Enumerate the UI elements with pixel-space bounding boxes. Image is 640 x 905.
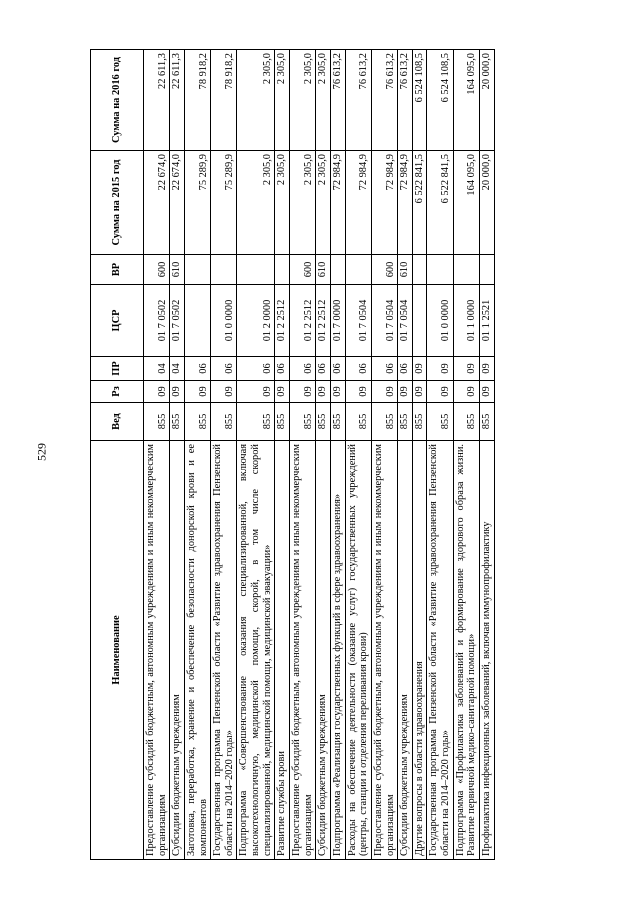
cell-vr: 610 [316,255,331,285]
cell-sum-2016: 78 918,2 [184,50,210,151]
header-row [91,50,144,860]
cell-csr: 01 7 0504 [371,285,397,357]
cell-vr [345,255,371,285]
cell-csr: 01 7 0504 [345,285,371,357]
cell-ved: 855 [453,403,479,441]
table-row [275,50,290,860]
cell-rz: 09 [371,381,397,403]
cell-sum-2015: 75 289,9 [211,151,237,255]
cell-ved: 855 [427,403,453,441]
cell-vr: 600 [290,255,316,285]
cell-pr: 04 [144,357,170,381]
cell-sum-2016: 6 524 108,5 [427,50,453,151]
cell-ved: 855 [144,403,170,441]
cell-csr: 01 2 2512 [316,285,331,357]
cell-name: Расходы на обеспечение деятельности (оказание услуг) государственных учреждений (центры, станции и отделения переливания крови) [345,441,371,860]
cell-rz: 09 [398,381,413,403]
cell-name: Другие вопросы в области здравоохранения [412,441,427,860]
header-vr: ВР [91,255,144,285]
cell-rz: 09 [275,381,290,403]
cell-sum-2015: 22 674,0 [170,151,185,255]
table-row [371,50,397,860]
table-row [330,50,345,860]
cell-sum-2015: 2 305,0 [290,151,316,255]
cell-vr [427,255,453,285]
table-row [144,50,170,860]
cell-csr: 01 1 2521 [480,285,495,357]
cell-ved: 855 [345,403,371,441]
cell-name: Развитие службы крови [275,441,290,860]
cell-pr: 06 [184,357,210,381]
cell-sum-2015: 6 522 841,5 [412,151,427,255]
cell-ved: 855 [316,403,331,441]
cell-ved: 855 [170,403,185,441]
cell-sum-2016: 78 918,2 [211,50,237,151]
cell-sum-2016: 2 305,0 [237,50,275,151]
cell-ved: 855 [237,403,275,441]
budget-table [90,49,495,860]
table-row [290,50,316,860]
cell-vr: 610 [398,255,413,285]
cell-rz: 09 [330,381,345,403]
table-row [345,50,371,860]
cell-sum-2015: 2 305,0 [275,151,290,255]
cell-sum-2015: 20 000,0 [480,151,495,255]
cell-rz: 09 [184,381,210,403]
cell-vr: 610 [170,255,185,285]
cell-pr: 04 [170,357,185,381]
cell-rz: 09 [412,381,427,403]
cell-ved: 855 [371,403,397,441]
cell-csr: 01 1 0000 [453,285,479,357]
cell-rz: 09 [453,381,479,403]
cell-sum-2015: 6 522 841,5 [427,151,453,255]
cell-ved: 855 [480,403,495,441]
cell-name: Субсидии бюджетным учреждениям [316,441,331,860]
table-row [184,50,210,860]
cell-csr [184,285,210,357]
cell-vr [453,255,479,285]
cell-ved: 855 [290,403,316,441]
cell-sum-2015: 2 305,0 [316,151,331,255]
cell-rz: 09 [316,381,331,403]
cell-pr: 06 [275,357,290,381]
cell-rz: 09 [170,381,185,403]
cell-rz: 09 [480,381,495,403]
header-sum-2016: Сумма на 2016 год [91,50,144,151]
cell-pr: 09 [412,357,427,381]
cell-name: Государственная программа Пензенской области «Развитие здравоохранения Пензенской области на 2014–2020 годы» [211,441,237,860]
table-row [170,50,185,860]
header-name: Наименование [91,441,144,860]
cell-vr: 600 [371,255,397,285]
cell-pr: 09 [427,357,453,381]
cell-sum-2015: 164 095,0 [453,151,479,255]
cell-pr: 06 [398,357,413,381]
cell-name: Профилактика инфекционных заболеваний, включая иммунопрофилактику [480,441,495,860]
table-header [91,50,144,860]
cell-rz: 09 [144,381,170,403]
cell-sum-2015: 72 984,9 [345,151,371,255]
cell-ved: 855 [211,403,237,441]
cell-sum-2016: 164 095,0 [453,50,479,151]
cell-vr [480,255,495,285]
cell-csr: 01 2 2512 [275,285,290,357]
cell-pr: 06 [345,357,371,381]
table-row [480,50,495,860]
cell-vr [330,255,345,285]
cell-ved: 855 [412,403,427,441]
table-row [211,50,237,860]
cell-sum-2016: 2 305,0 [275,50,290,151]
cell-sum-2015: 75 289,9 [184,151,210,255]
cell-pr: 06 [237,357,275,381]
cell-sum-2016: 22 611,3 [170,50,185,151]
cell-sum-2015: 72 984,9 [398,151,413,255]
cell-csr: 01 7 0502 [170,285,185,357]
rotated-table-container [90,50,530,860]
table-row [412,50,427,860]
cell-sum-2016: 6 524 108,5 [412,50,427,151]
cell-rz: 09 [237,381,275,403]
cell-pr: 06 [330,357,345,381]
table-row [453,50,479,860]
cell-sum-2015: 2 305,0 [237,151,275,255]
cell-rz: 09 [211,381,237,403]
table-row [398,50,413,860]
table-row [427,50,453,860]
cell-pr: 06 [290,357,316,381]
cell-sum-2016: 2 305,0 [290,50,316,151]
cell-name: Предоставление субсидий бюджетным, автономным учреждениям и иным некоммерческим организациям [290,441,316,860]
cell-sum-2016: 76 613,2 [371,50,397,151]
cell-vr [211,255,237,285]
cell-name: Государственная программа Пензенской области «Развитие здравоохранения Пензенской области на 2014–2020 годы» [427,441,453,860]
cell-pr: 09 [453,357,479,381]
cell-sum-2016: 2 305,0 [316,50,331,151]
cell-csr: 01 7 0504 [398,285,413,357]
table-row [237,50,275,860]
cell-name: Субсидии бюджетным учреждениям [398,441,413,860]
cell-ved: 855 [398,403,413,441]
cell-ved: 855 [184,403,210,441]
cell-ved: 855 [275,403,290,441]
cell-sum-2015: 72 984,9 [330,151,345,255]
cell-csr: 01 2 0000 [237,285,275,357]
cell-vr: 600 [144,255,170,285]
cell-sum-2015: 22 674,0 [144,151,170,255]
cell-sum-2016: 76 613,2 [398,50,413,151]
cell-csr [412,285,427,357]
cell-csr: 01 0 0000 [427,285,453,357]
cell-name: Субсидии бюджетным учреждениям [170,441,185,860]
cell-csr: 01 7 0502 [144,285,170,357]
cell-vr [412,255,427,285]
table-row [316,50,331,860]
cell-rz: 09 [427,381,453,403]
cell-sum-2016: 76 613,2 [345,50,371,151]
cell-vr [184,255,210,285]
header-sum-2015: Сумма на 2015 год [91,151,144,255]
cell-vr [275,255,290,285]
cell-pr: 09 [480,357,495,381]
cell-name: Предоставление субсидий бюджетным, автономным учреждениям и иным некоммерческим организациям [144,441,170,860]
cell-ved: 855 [330,403,345,441]
cell-rz: 09 [345,381,371,403]
cell-name: Подпрограмма «Профилактика заболеваний и формирование здорового образа жизни. Развитие первичной медико-санитарной помощи» [453,441,479,860]
cell-name: Предоставление субсидий бюджетным, автономным учреждениям и иным некоммерческим организациям [371,441,397,860]
header-rz: Рз [91,381,144,403]
header-ved: Вед [91,403,144,441]
cell-name: Подпрограмма «Реализация государственных функций в сфере здравоохранения» [330,441,345,860]
table-body [144,50,495,860]
cell-name: Подпрограмма «Совершенствование оказания специализированной, включая высокотехнологичную, медицинской помощи, скорой, в том числе скорой специализированной, медицинской помощи, медицинской эвакуации» [237,441,275,860]
cell-name: Заготовка, переработка, хранение и обеспечение безопасности донорской крови и ее компонентов [184,441,210,860]
page-number: 529 [34,443,49,461]
cell-csr: 01 7 0000 [330,285,345,357]
cell-pr: 06 [316,357,331,381]
cell-pr: 06 [211,357,237,381]
cell-sum-2016: 76 613,2 [330,50,345,151]
cell-csr: 01 0 0000 [211,285,237,357]
cell-sum-2016: 20 000,0 [480,50,495,151]
cell-rz: 09 [290,381,316,403]
cell-sum-2016: 22 611,3 [144,50,170,151]
header-csr: ЦСР [91,285,144,357]
cell-vr [237,255,275,285]
cell-sum-2015: 72 984,9 [371,151,397,255]
header-pr: ПР [91,357,144,381]
cell-pr: 06 [371,357,397,381]
cell-csr: 01 2 2512 [290,285,316,357]
